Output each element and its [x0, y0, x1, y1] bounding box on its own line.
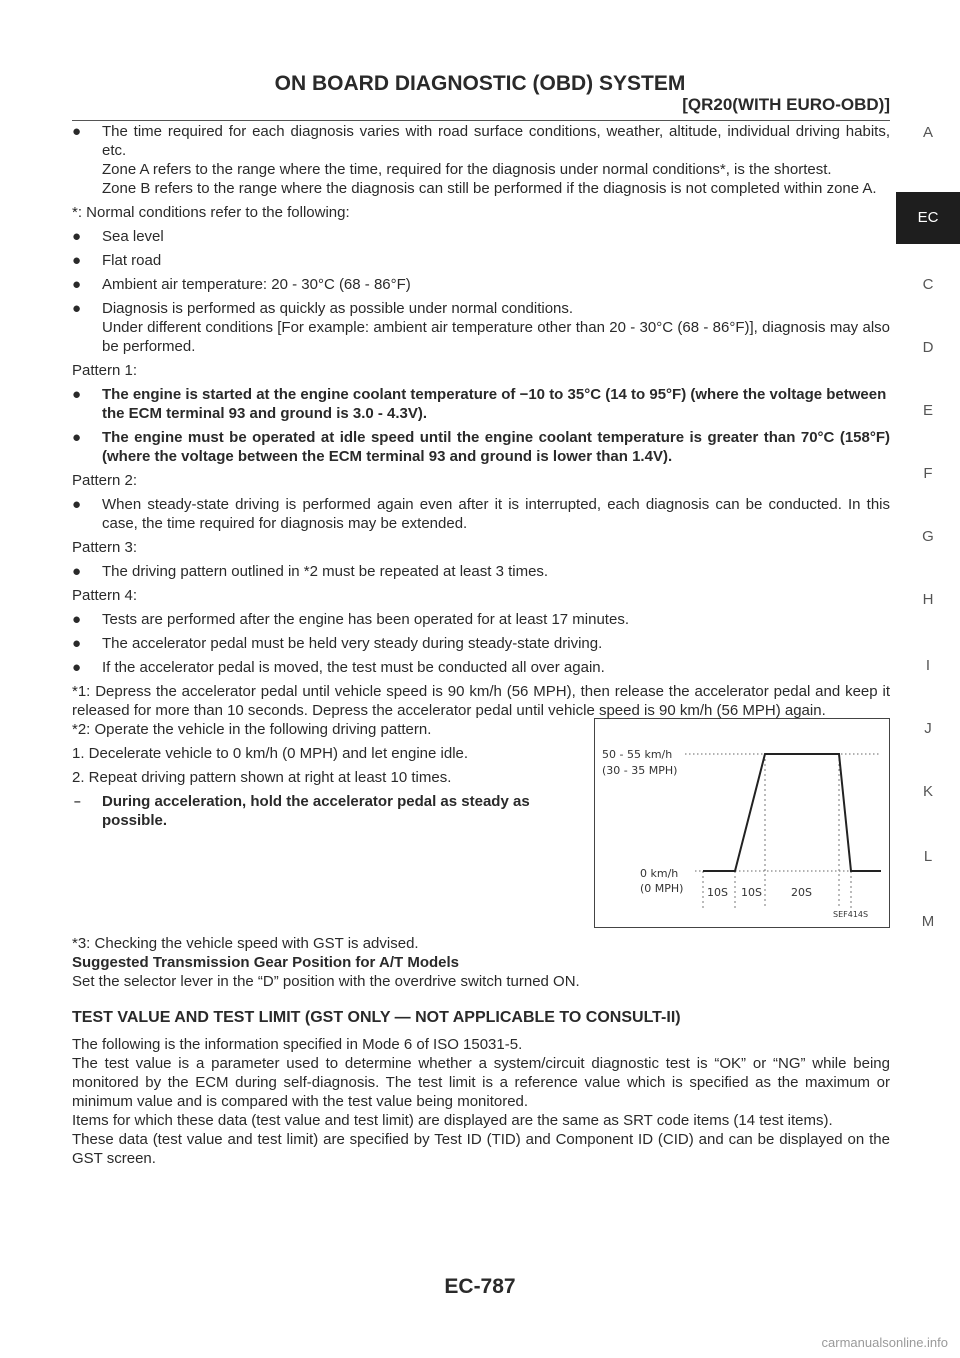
- bullet-text: Diagnosis is performed as quickly as possible under normal conditions.: [102, 300, 574, 317]
- bullet-text: When steady-state driving is performed again even after it is interrupted, each diagnosis can be conducted. In this case, the time required for diagnosis may be extended.: [102, 496, 890, 532]
- section-tab-d[interactable]: D: [922, 339, 934, 356]
- section-tab-j[interactable]: J: [924, 720, 932, 737]
- driving-pattern-text: [72, 720, 582, 928]
- speed-pattern-diagram: [595, 719, 888, 926]
- list-item: [72, 385, 890, 423]
- section-tab-c[interactable]: C: [922, 276, 934, 293]
- bullet-icon: ●: [72, 659, 82, 676]
- section-tab-h[interactable]: H: [922, 591, 934, 608]
- list-item: [72, 251, 890, 270]
- list-item: [72, 610, 890, 629]
- bullet-text: The accelerator pedal must be held very steady during steady-state driving.: [102, 635, 603, 652]
- pattern-1-label: Pattern 1:: [72, 362, 138, 379]
- bullet-icon: ●: [72, 228, 82, 245]
- bullet-text: Tests are performed after the engine has been operated for at least 17 minutes.: [102, 611, 629, 628]
- bullet-text: Sea level: [102, 228, 164, 245]
- list-item: [72, 275, 890, 294]
- section-tab-f[interactable]: F: [923, 465, 933, 482]
- speed-high-label: 50 - 55 km/h: [602, 748, 673, 761]
- bullet-text: Ambient air temperature: 20 - 30°C (68 - 86°F): [102, 276, 411, 293]
- dash-text: During acceleration, hold the accelerator pedal as steady as possible.: [102, 793, 530, 829]
- section-tab-ec[interactable]: EC: [896, 192, 960, 244]
- section-tab-k[interactable]: K: [922, 783, 933, 800]
- list-item: [72, 227, 890, 246]
- note-3-heading: Suggested Transmission Gear Position for A/T Models: [72, 954, 460, 971]
- time-label-2: 10S: [741, 886, 762, 899]
- watermark: carmanualsonline.info: [821, 1335, 948, 1350]
- section-tab-m[interactable]: M: [921, 913, 935, 930]
- pattern-4-label: Pattern 4:: [72, 587, 138, 604]
- section-paragraph: The following is the information specified in Mode 6 of ISO 15031-5.: [72, 1036, 523, 1053]
- list-item: [72, 792, 582, 830]
- pattern-3-label: Pattern 3:: [72, 539, 138, 556]
- bullet-icon: ●: [72, 496, 82, 513]
- speed-high-mph-label: (30 - 35 MPH): [602, 764, 678, 777]
- bullet-icon: ●: [72, 252, 82, 269]
- bullet-text: The engine is started at the engine coolant temperature of −10 to 35°C (14 to 95°F) (where the voltage between the ECM terminal 93 and ground is 3.0 - 4.3V).: [102, 386, 887, 422]
- list-item: [72, 122, 890, 198]
- bullet-text: Flat road: [102, 252, 162, 269]
- zone-b-text: Zone B refers to the range where the diagnosis can still be performed if the diagnosis is not completed within zone A.: [102, 180, 877, 197]
- speed-zero-label: 0 km/h: [640, 867, 679, 880]
- section-tab-g[interactable]: G: [922, 528, 934, 545]
- bullet-icon: ●: [72, 276, 82, 293]
- bullet-text: Under different conditions [For example: ambient air temperature other than 20 - 30°C (68 - 86°F)], diagnosis may also be performed.: [102, 319, 890, 355]
- page-subtitle: [QR20(WITH EURO-OBD)]: [682, 95, 890, 114]
- bullet-text: The time required for each diagnosis varies with road surface conditions, weather, altitude, individual driving habits, etc.: [102, 123, 890, 159]
- time-label-3: 20S: [791, 886, 812, 899]
- list-item: [72, 495, 890, 533]
- list-item: [72, 562, 890, 581]
- section-paragraph: Items for which these data (test value and test limit) are displayed are the same as SRT code items (14 test items).: [72, 1112, 833, 1129]
- page-title: ON BOARD DIAGNOSTIC (OBD) SYSTEM: [274, 72, 686, 95]
- bullet-text: The driving pattern outlined in *2 must be repeated at least 3 times.: [102, 563, 549, 580]
- section-tab-e[interactable]: E: [922, 402, 933, 419]
- section-tab-l[interactable]: L: [923, 848, 933, 865]
- speed-zero-mph-label: (0 MPH): [640, 882, 684, 895]
- driving-pattern-section: [72, 720, 890, 928]
- list-item: [72, 658, 890, 677]
- bullet-text: If the accelerator pedal is moved, the test must be conducted all over again.: [102, 659, 605, 676]
- note-1: *1: Depress the accelerator pedal until vehicle speed is 90 km/h (56 MPH), then release the accelerator pedal and keep it released for more than 10 seconds. Depress the accelerator pedal until vehicle speed is 90 km/h (56 MPH) again.: [72, 683, 890, 719]
- list-item: [72, 634, 890, 653]
- pattern-2-label: Pattern 2:: [72, 472, 138, 489]
- bullet-icon: ●: [72, 563, 82, 580]
- bullet-icon: ●: [72, 611, 82, 628]
- driving-pattern-figure: [594, 718, 890, 928]
- section-paragraph: The test value is a parameter used to determine whether a system/circuit diagnostic test is “OK” or “NG” while being monitored by the ECM during self-diagnosis. The test limit is a reference value which is specified as the maximum or minimum value and is compared with the test value being monitored.: [72, 1055, 890, 1110]
- zone-a-text: Zone A refers to the range where the time, required for the diagnosis under normal conditions*, is the shortest.: [102, 161, 832, 178]
- bullet-icon: ●: [72, 123, 82, 140]
- section-tab-i[interactable]: I: [925, 657, 931, 674]
- time-label-1: 10S: [707, 886, 728, 899]
- speed-profile-line: [703, 754, 881, 871]
- section-paragraph: These data (test value and test limit) are specified by Test ID (TID) and Component ID (CID) and can be displayed on the GST screen.: [72, 1131, 890, 1167]
- bullet-text: The engine must be operated at idle speed until the engine coolant temperature is greater than 70°C (158°F) (where the voltage between the ECM terminal 93 and ground is lower than 1.4V).: [102, 429, 890, 465]
- note-3: *3: Checking the vehicle speed with GST is advised.: [72, 935, 419, 952]
- section-heading: TEST VALUE AND TEST LIMIT (GST ONLY — NOT APPLICABLE TO CONSULT-II): [72, 1009, 681, 1026]
- note-3-text: Set the selector lever in the “D” position with the overdrive switch turned ON.: [72, 973, 580, 990]
- dash-icon: –: [74, 794, 81, 808]
- bullet-icon: ●: [72, 635, 82, 652]
- step-2: 2. Repeat driving pattern shown at right at least 10 times.: [72, 769, 452, 786]
- note-2: *2: Operate the vehicle in the following driving pattern.: [72, 721, 432, 738]
- header-divider: [72, 120, 890, 121]
- page-number: EC-787: [444, 1275, 516, 1298]
- list-item: [72, 428, 890, 466]
- bullet-icon: ●: [72, 300, 82, 317]
- bullet-icon: ●: [72, 429, 82, 446]
- figure-code: SEF414S: [833, 910, 869, 919]
- section-tab-a[interactable]: A: [922, 124, 933, 141]
- main-content: [72, 122, 890, 1168]
- bullet-icon: ●: [72, 386, 82, 403]
- step-1: 1. Decelerate vehicle to 0 km/h (0 MPH) and let engine idle.: [72, 745, 469, 762]
- list-item: [72, 299, 890, 356]
- normal-conditions-label: *: Normal conditions refer to the following:: [72, 204, 350, 221]
